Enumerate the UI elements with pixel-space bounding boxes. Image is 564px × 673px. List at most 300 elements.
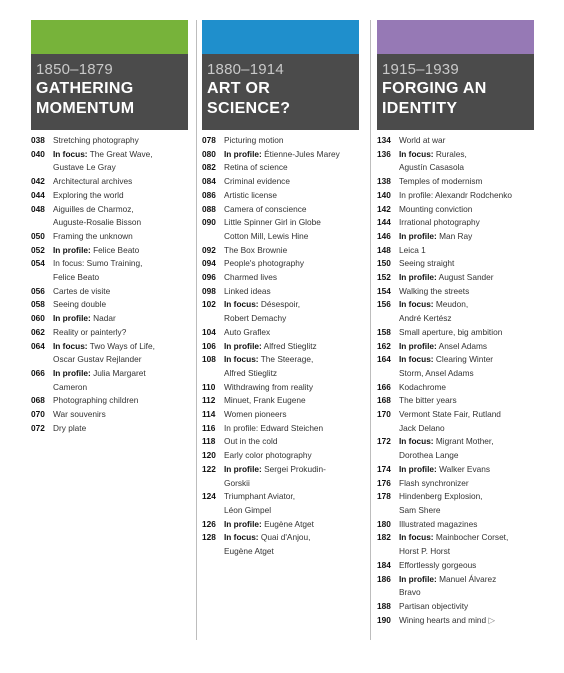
page-number: 174 — [377, 463, 391, 474]
entry-label: In focus: — [53, 340, 88, 351]
entry-label: In profile: — [399, 340, 437, 351]
entry-text — [399, 435, 534, 462]
contents-entry — [377, 285, 534, 299]
page-number: 170 — [377, 409, 391, 420]
entry-text — [399, 271, 534, 285]
page-number: 060 — [31, 313, 45, 324]
entry-title: The Steerage, — [260, 354, 314, 365]
era-range: 1850–1879 — [36, 61, 113, 78]
page-number: 164 — [377, 354, 391, 365]
entry-title: Partisan objectivity — [399, 600, 469, 611]
entry-continuation: Gorskii — [224, 477, 250, 488]
page-number: 080 — [202, 148, 216, 159]
entry-title: In profile: Edward Steichen — [224, 422, 324, 433]
entry-text — [53, 285, 188, 299]
page-number: 110 — [202, 381, 216, 392]
entry-continuation: Bravo — [399, 587, 421, 598]
entry-label: In focus: — [399, 532, 434, 543]
entry-text — [53, 148, 188, 175]
entry-title: Little Spinner Girl in Globe — [224, 217, 321, 228]
entry-title: Framing the unknown — [53, 230, 133, 241]
chapter-title-line2: IDENTITY — [382, 100, 458, 117]
contents-entry — [31, 257, 188, 284]
contents-entry — [202, 203, 359, 217]
contents-entry — [377, 216, 534, 230]
entry-title: Two Ways of Life, — [89, 340, 155, 351]
page-number: 064 — [31, 340, 45, 351]
chapter-header — [377, 54, 534, 130]
page-number: 120 — [202, 450, 216, 461]
entry-text — [224, 148, 359, 162]
page-number: 134 — [377, 135, 391, 145]
entry-text — [224, 326, 359, 340]
entry-text — [53, 394, 188, 408]
entry-title: In focus: Sumo Training, — [53, 258, 143, 269]
entry-title: Auto Graflex — [224, 326, 271, 337]
entry-text — [224, 216, 359, 243]
entry-text — [399, 381, 534, 395]
contents-entry — [31, 340, 188, 367]
contents-entry — [31, 134, 188, 148]
entry-continuation: Oscar Gustav Rejlander — [53, 354, 142, 365]
entry-text — [224, 298, 359, 325]
contents-entry — [377, 257, 534, 271]
page-number: 092 — [202, 244, 216, 255]
entry-title: Exploring the world — [53, 189, 124, 200]
entry-title: Triumphant Aviator, — [224, 491, 296, 502]
entry-title: Walker Evans — [439, 463, 490, 474]
entry-text — [399, 203, 534, 217]
column-divider — [196, 20, 197, 640]
entry-text — [224, 408, 359, 422]
page-number: 126 — [202, 518, 216, 529]
page-number: 096 — [202, 272, 216, 283]
entry-title: Manuel Álvarez — [439, 573, 497, 584]
entry-title: The bitter years — [399, 395, 457, 406]
contents-entry — [377, 477, 534, 491]
contents-entry — [377, 271, 534, 285]
entry-text — [53, 203, 188, 230]
entry-continuation: Jack Delano — [399, 422, 445, 433]
entry-title: World at war — [399, 135, 446, 145]
entry-title: Leica 1 — [399, 244, 426, 255]
contents-entry — [202, 244, 359, 258]
page-number: 052 — [31, 244, 45, 255]
entry-text — [399, 244, 534, 258]
entry-continuation: Dorothea Lange — [399, 450, 459, 461]
entry-label: In focus: — [53, 148, 88, 159]
entry-title: Eugène Atget — [264, 518, 314, 529]
entry-text — [399, 298, 534, 325]
entry-label: In profile: — [224, 148, 262, 159]
contents-entry — [202, 271, 359, 285]
chapter-title-line1: FORGING AN — [382, 80, 487, 97]
entry-title: Walking the streets — [399, 285, 470, 296]
page-number: 156 — [377, 299, 391, 310]
contents-list — [31, 130, 188, 435]
contents-entry — [377, 298, 534, 325]
entry-label: In profile: — [53, 367, 91, 378]
contents-entry — [202, 422, 359, 436]
page-number: 152 — [377, 272, 391, 283]
page-number: 182 — [377, 532, 391, 543]
entry-title: Meudon, — [435, 299, 469, 310]
page-number: 086 — [202, 189, 216, 200]
chapter-title-line2: MOMENTUM — [36, 100, 135, 117]
entry-text — [399, 148, 534, 175]
page-number: 082 — [202, 162, 216, 173]
contents-entry — [31, 326, 188, 340]
chapter-title-line1: GATHERING — [36, 80, 134, 97]
page-number: 148 — [377, 244, 391, 255]
page-number: 084 — [202, 176, 216, 187]
entry-text — [399, 285, 534, 299]
page-number: 070 — [31, 409, 45, 420]
entry-text — [399, 353, 534, 380]
entry-continuation: Agustín Casasola — [399, 162, 465, 173]
entry-continuation: Cameron — [53, 381, 88, 392]
contents-entry — [31, 148, 188, 175]
contents-entry — [31, 408, 188, 422]
contents-entry — [377, 394, 534, 408]
entry-text — [224, 381, 359, 395]
page-number: 088 — [202, 203, 216, 214]
entry-title: Julia Margaret — [93, 367, 146, 378]
page-number: 072 — [31, 422, 45, 433]
page-number: 068 — [31, 395, 45, 406]
contents-entry — [377, 189, 534, 203]
contents-entry — [377, 408, 534, 435]
entry-title: Ansel Adams — [438, 340, 488, 351]
entry-title: Quai d'Anjou, — [260, 532, 311, 543]
entry-title: Migrant Mother, — [435, 436, 494, 447]
entry-title: People's photography — [224, 258, 305, 269]
entry-title: Seeing straight — [399, 258, 455, 269]
contents-entry — [202, 381, 359, 395]
entry-text — [399, 518, 534, 532]
contents-entry — [202, 408, 359, 422]
entry-continuation: Felice Beato — [53, 272, 100, 283]
entry-title: Aiguilles de Charmoz, — [53, 203, 134, 214]
entry-text — [53, 244, 188, 258]
entry-text — [224, 134, 359, 148]
entry-text — [224, 518, 359, 532]
contents-entry — [31, 189, 188, 203]
page-number: 112 — [202, 395, 216, 406]
entry-continuation: Horst P. Horst — [399, 546, 451, 557]
entry-text — [399, 175, 534, 189]
page-number: 104 — [202, 326, 216, 337]
contents-entry — [31, 230, 188, 244]
entry-continuation: Cotton Mill, Lewis Hine — [224, 230, 309, 241]
page-number: 176 — [377, 477, 391, 488]
page-number: 062 — [31, 326, 45, 337]
entry-text — [224, 531, 359, 558]
entry-title: Minuet, Frank Eugene — [224, 395, 306, 406]
contents-entry — [377, 490, 534, 517]
entry-text — [224, 271, 359, 285]
entry-text — [224, 203, 359, 217]
contents-entry — [202, 531, 359, 558]
page-number: 124 — [202, 491, 216, 502]
entry-title: Dry plate — [53, 422, 87, 433]
entry-text — [224, 449, 359, 463]
page-number: 102 — [202, 299, 216, 310]
entry-text — [224, 257, 359, 271]
contents-entry — [202, 257, 359, 271]
entry-text — [399, 614, 534, 628]
page-number: 178 — [377, 491, 391, 502]
entry-title: Vermont State Fair, Rutland — [399, 409, 501, 420]
contents-entry — [377, 614, 534, 628]
page-number: 042 — [31, 176, 45, 187]
entry-title: Charmed lives — [224, 272, 278, 283]
page-number: 128 — [202, 532, 216, 543]
contents-entry — [31, 312, 188, 326]
page-number: 136 — [377, 148, 391, 159]
entry-title: Picturing motion — [224, 135, 284, 145]
contents-entry — [377, 463, 534, 477]
era-range: 1880–1914 — [207, 61, 284, 78]
contents-list — [377, 130, 534, 627]
contents-entry — [377, 340, 534, 354]
entry-text — [224, 244, 359, 258]
page-number: 166 — [377, 381, 391, 392]
entry-continuation: André Kertész — [399, 313, 452, 324]
page-number: 054 — [31, 258, 45, 269]
entry-label: In profile: — [224, 463, 262, 474]
contents-entry — [202, 148, 359, 162]
page-number: 038 — [31, 135, 45, 145]
entry-text — [53, 408, 188, 422]
entry-title: Clearing Winter — [435, 354, 494, 365]
entry-text — [224, 463, 359, 490]
page-number: 122 — [202, 463, 216, 474]
contents-entry — [377, 230, 534, 244]
contents-entry — [31, 422, 188, 436]
chapter-column-3 — [377, 20, 534, 627]
entry-label: In profile: — [53, 244, 91, 255]
entry-continuation: Léon Gimpel — [224, 504, 272, 515]
entry-text — [224, 285, 359, 299]
chapter-column-2 — [202, 20, 359, 559]
entry-continuation: Storm, Ansel Adams — [399, 367, 474, 378]
entry-label: In focus: — [399, 148, 434, 159]
contents-entry — [202, 175, 359, 189]
entry-title: Désespoir, — [260, 299, 301, 310]
entry-text — [399, 463, 534, 477]
color-band — [202, 20, 359, 54]
entry-title: Irrational photography — [399, 217, 480, 228]
entry-title: Withdrawing from reality — [224, 381, 313, 392]
contents-entry — [202, 435, 359, 449]
entry-title: Étienne-Jules Marey — [264, 148, 340, 159]
contents-entry — [377, 175, 534, 189]
continue-arrow-icon: ▷ — [488, 614, 495, 625]
entry-title: The Box Brownie — [224, 244, 288, 255]
entry-title: Seeing double — [53, 299, 107, 310]
entry-text — [224, 422, 359, 436]
chapter-column-1 — [31, 20, 188, 435]
entry-title: Sergei Prokudin- — [264, 463, 326, 474]
page-number: 186 — [377, 573, 391, 584]
entry-title: Man Ray — [439, 230, 473, 241]
entry-label: In focus: — [224, 299, 259, 310]
contents-entry — [377, 600, 534, 614]
contents-entry — [377, 518, 534, 532]
entry-title: Cartes de visite — [53, 285, 111, 296]
entry-title: Camera of conscience — [224, 203, 307, 214]
chapter-header — [31, 54, 188, 130]
entry-label: In focus: — [399, 436, 434, 447]
page-number: 172 — [377, 436, 391, 447]
entry-title: Rurales, — [435, 148, 467, 159]
entry-continuation: Alfred Stieglitz — [224, 367, 278, 378]
entry-title: The Great Wave, — [89, 148, 153, 159]
entry-continuation: Robert Demachy — [224, 313, 287, 324]
page-number: 114 — [202, 409, 216, 420]
entry-title: Small aperture, big ambition — [399, 326, 503, 337]
contents-entry — [377, 148, 534, 175]
entry-title: Illustrated magazines — [399, 518, 478, 529]
contents-entry — [31, 285, 188, 299]
page-number: 158 — [377, 326, 391, 337]
contents-entry — [202, 463, 359, 490]
page-number: 050 — [31, 230, 45, 241]
contents-entry — [377, 435, 534, 462]
entry-label: In focus: — [399, 299, 434, 310]
entry-text — [224, 435, 359, 449]
contents-entry — [31, 367, 188, 394]
contents-entry — [202, 298, 359, 325]
entry-title: Felice Beato — [93, 244, 140, 255]
entry-title: Women pioneers — [224, 409, 287, 420]
page-number: 144 — [377, 217, 391, 228]
entry-title: Alfred Stieglitz — [263, 340, 317, 351]
entry-title: Retina of science — [224, 162, 288, 173]
contents-entry — [377, 531, 534, 558]
entry-title: Artistic license — [224, 189, 278, 200]
entry-title: Criminal evidence — [224, 176, 290, 187]
page-number: 056 — [31, 285, 45, 296]
entry-continuation: Eugène Atget — [224, 546, 274, 557]
contents-entry — [202, 449, 359, 463]
chapter-header — [202, 54, 359, 130]
entry-label: In profile: — [399, 573, 437, 584]
entry-text — [53, 422, 188, 436]
entry-text — [399, 326, 534, 340]
contents-entry — [377, 559, 534, 573]
entry-text — [399, 600, 534, 614]
contents-entry — [31, 244, 188, 258]
entry-label: In profile: — [399, 272, 437, 283]
entry-text — [53, 326, 188, 340]
chapter-title-line1: ART OR — [207, 80, 271, 97]
contents-entry — [377, 381, 534, 395]
contents-list — [202, 130, 359, 559]
entry-continuation: Gustave Le Gray — [53, 162, 116, 173]
entry-text — [399, 394, 534, 408]
entry-text — [224, 189, 359, 203]
contents-entry — [202, 326, 359, 340]
entry-text — [399, 340, 534, 354]
entry-text — [53, 175, 188, 189]
color-band — [377, 20, 534, 54]
entry-title: Mainbocher Corset, — [435, 532, 509, 543]
entry-title: Nadar — [93, 313, 116, 324]
entry-text — [224, 353, 359, 380]
entry-title: Early color photography — [224, 450, 312, 461]
page-number: 108 — [202, 354, 216, 365]
contents-entry — [202, 394, 359, 408]
contents-entry — [377, 134, 534, 148]
entry-text — [399, 216, 534, 230]
entry-title: Temples of modernism — [399, 176, 483, 187]
page-number: 058 — [31, 299, 45, 310]
entry-text — [53, 230, 188, 244]
entry-text — [53, 367, 188, 394]
contents-entry — [202, 216, 359, 243]
page-number: 098 — [202, 285, 216, 296]
entry-text — [399, 477, 534, 491]
entry-text — [53, 340, 188, 367]
entry-text — [224, 175, 359, 189]
entry-title: Flash synchronizer — [399, 477, 469, 488]
contents-entry — [377, 244, 534, 258]
entry-title: Linked ideas — [224, 285, 271, 296]
page-number: 066 — [31, 367, 45, 378]
entry-title: Out in the cold — [224, 436, 278, 447]
entry-label: In focus: — [399, 354, 434, 365]
page-number: 040 — [31, 148, 45, 159]
contents-entry — [377, 326, 534, 340]
page-number: 142 — [377, 203, 391, 214]
entry-text — [399, 230, 534, 244]
entry-title: August Sander — [438, 272, 494, 283]
page-number: 116 — [202, 422, 216, 433]
page-number: 094 — [202, 258, 216, 269]
entry-continuation: Sam Shere — [399, 504, 441, 515]
entry-label: In focus: — [224, 354, 259, 365]
entry-title: Wining hearts and mind — [399, 614, 487, 625]
entry-text — [53, 298, 188, 312]
contents-entry — [31, 394, 188, 408]
entry-label: In profile: — [224, 518, 262, 529]
contents-entry — [202, 353, 359, 380]
page-number: 184 — [377, 559, 391, 570]
entry-title: Hindenberg Explosion, — [399, 491, 483, 502]
entry-text — [399, 189, 534, 203]
entry-text — [53, 257, 188, 284]
entry-text — [224, 161, 359, 175]
entry-text — [224, 340, 359, 354]
entry-title: Architectural archives — [53, 176, 133, 187]
entry-title: Photographing children — [53, 395, 139, 406]
chapter-title-line2: SCIENCE? — [207, 100, 291, 117]
contents-entry — [31, 175, 188, 189]
column-divider — [370, 20, 371, 640]
entry-label: In profile: — [399, 463, 437, 474]
entry-text — [399, 408, 534, 435]
entry-text — [224, 394, 359, 408]
entry-text — [53, 189, 188, 203]
entry-text — [53, 134, 188, 148]
contents-entry — [202, 285, 359, 299]
contents-entry — [202, 134, 359, 148]
contents-entry — [202, 340, 359, 354]
contents-entry — [202, 161, 359, 175]
contents-entry — [377, 573, 534, 600]
